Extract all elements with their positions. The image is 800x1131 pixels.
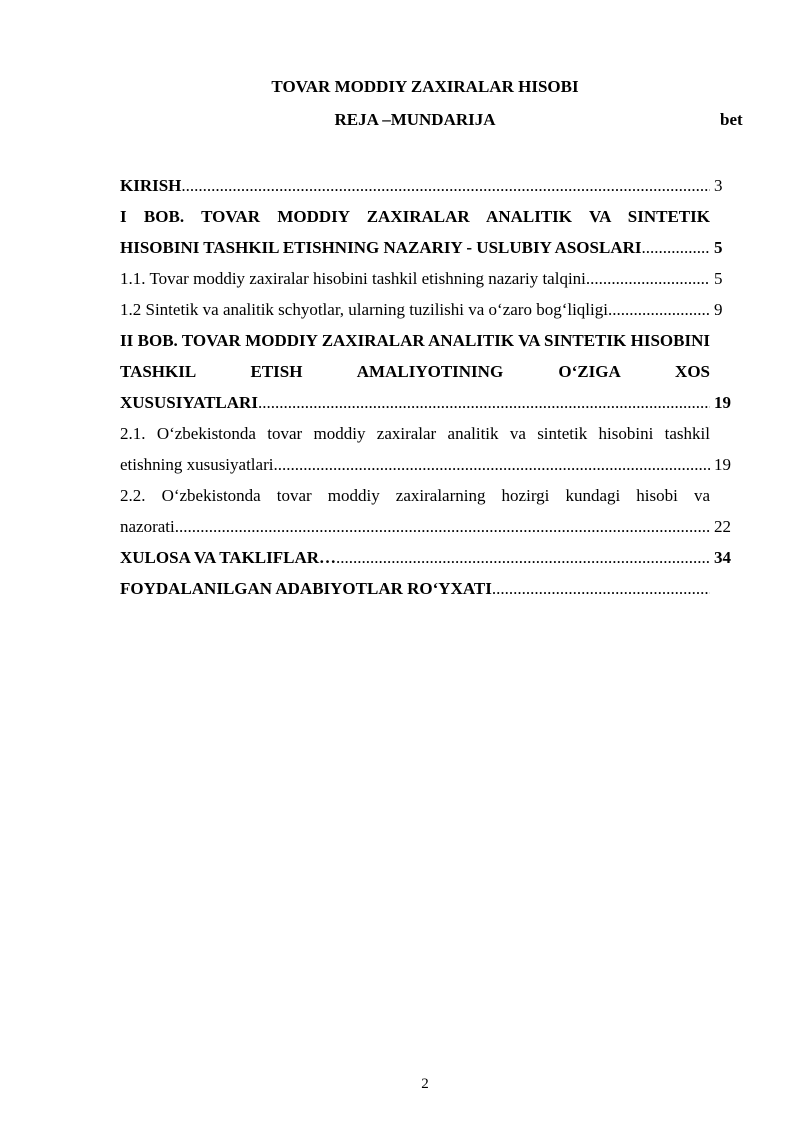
dot-leader [586, 263, 710, 294]
toc-entry-title-line: 2.2. O‘zbekistonda tovar moddiy zaxiralarning hozirgi kundagi hisobi va [120, 486, 710, 505]
toc-entry-page: 22 [714, 517, 731, 536]
toc-entry-page: 19 [714, 455, 731, 474]
dot-leader [258, 387, 710, 418]
toc-entry-introduction [120, 170, 748, 201]
toc-entry-section-1-1 [120, 263, 748, 294]
toc-entry-title: XUSUSIYATLARI [120, 393, 258, 412]
toc-entry-section-1-2 [120, 294, 748, 325]
toc-entry-title: HISOBINI TASHKIL ETISHNING NAZARIY - USLUBIY ASOSLARI [120, 238, 642, 257]
toc-entry-references [120, 573, 748, 604]
toc-entry-title: 1.2 Sintetik va analitik schyotlar, ularning tuzilishi va o‘zaro bog‘liqligi [120, 300, 608, 319]
toc-entry-title: KIRISH [120, 176, 182, 195]
toc-entry-title-line: II BOB. TOVAR MODDIY ZAXIRALAR ANALITIK VA SINTETIK HISOBINI TASHKIL ETISH AMALIYOTINING O‘ZIGA XOS [120, 331, 710, 381]
document-title: TOVAR MODDIY ZAXIRALAR HISOBI [271, 77, 579, 96]
dot-leader [175, 511, 710, 542]
toc-entry-page: 5 [714, 238, 723, 257]
toc-entry-title: FOYDALANILGAN ADABIYOTLAR RO‘YXATI [120, 579, 492, 598]
toc-entry-title: XULOSA VA TAKLIFLAR… [120, 548, 337, 567]
toc-entry-title: 1.1. Tovar moddiy zaxiralar hisobini tashkil etishning nazariy talqini [120, 269, 586, 288]
toc-entry-title-line: I BOB. TOVAR MODDIY ZAXIRALAR ANALITIK VA SINTETIK [120, 207, 710, 226]
toc-entry-section-2-2 [120, 480, 748, 542]
toc-entry-title: etishning xususiyatlari [120, 455, 274, 474]
dot-leader [642, 232, 711, 263]
toc-entry-conclusions [120, 542, 748, 573]
page-column-label: bet [720, 110, 743, 129]
toc-entry-page: 9 [714, 300, 723, 319]
toc-heading: REJA –MUNDARIJA [334, 110, 496, 129]
page-number: 2 [421, 1076, 429, 1092]
toc-entry-title: nazorati [120, 517, 175, 536]
toc-entry-section-2-1 [120, 418, 748, 480]
toc-entry-page: 3 [714, 176, 723, 195]
dot-leader [273, 449, 710, 480]
dot-leader [181, 170, 710, 201]
table-of-contents [120, 170, 748, 604]
toc-entry-title-line: 2.1. O‘zbekistonda tovar moddiy zaxiralar analitik va sintetik hisobini tashkil [120, 424, 710, 443]
dot-leader [492, 573, 710, 604]
toc-entry-page: 5 [714, 269, 723, 288]
toc-entry-page: 19 [714, 393, 731, 412]
dot-leader [608, 294, 710, 325]
toc-entry-chapter-2 [120, 325, 748, 418]
toc-entry-page: 34 [714, 548, 731, 567]
dot-leader [336, 542, 710, 573]
toc-entry-chapter-1 [120, 201, 748, 263]
